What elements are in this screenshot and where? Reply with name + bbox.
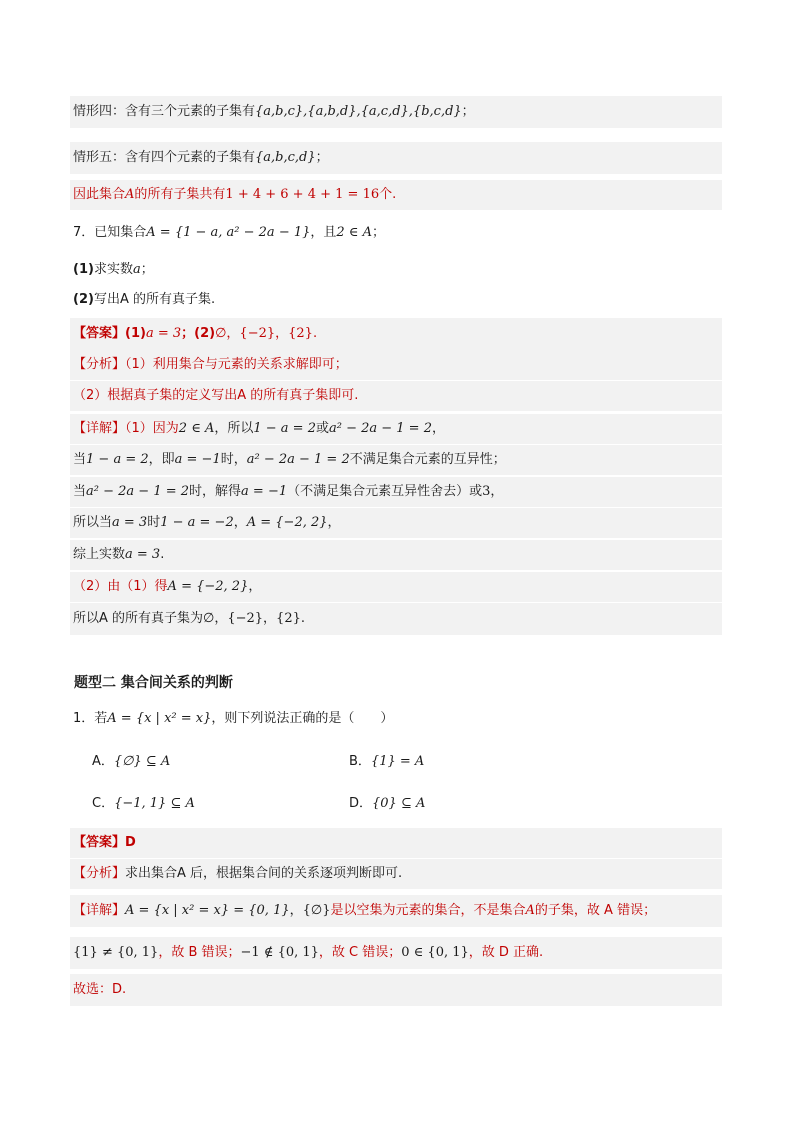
- q7-analysis-text-2: （2）根据真子集的定义写出A 的所有真子集即可.: [73, 388, 359, 403]
- q1-d2-m2: −1 ∉ {0, 1}: [240, 945, 319, 960]
- case-four-math: {a,b,c},{a,b,d},{a,c,d},{b,c,d}: [255, 104, 462, 119]
- q7-d4-mid: 时: [147, 515, 161, 530]
- q7-d1-m1: 2 ∈ A: [178, 421, 215, 436]
- answer-tag: 【答案】: [73, 326, 126, 341]
- question-1-stem: [70, 704, 722, 734]
- option-d[interactable]: [349, 792, 425, 816]
- case-four-end: ；: [461, 104, 475, 119]
- case-five-math: {a,b,c,d}: [255, 150, 316, 165]
- q7-answer-p2: (2): [194, 326, 216, 341]
- question-7-part-2: [70, 286, 722, 314]
- q7-d1-pre: （1）因为: [125, 421, 179, 436]
- q7-d3-mid: 时，解得: [189, 484, 242, 499]
- q7-stem-end: ；: [371, 225, 385, 240]
- option-a-letter: A．: [92, 754, 114, 769]
- q7-d7-m: ∅，{−2}，{2}: [203, 611, 301, 626]
- option-b-math: {1} = A: [370, 754, 425, 769]
- q7-analysis-text-1: （1）利用集合与元素的关系求解即可；: [125, 357, 348, 372]
- q7-part1-end: ；: [140, 262, 154, 277]
- q7-d7-end: .: [300, 611, 306, 626]
- q1-stem-end: ，则下列说法正确的是（ ）: [211, 711, 394, 726]
- q7-detail-line-7: [70, 603, 722, 635]
- section-heading: 题型二 集合间关系的判断: [74, 675, 233, 691]
- detail-tag: 【详解】: [73, 421, 126, 436]
- q7-d2-pre: 当: [73, 452, 87, 467]
- q7-d4-end: ，: [327, 515, 341, 530]
- q7-answer-sep: ；: [181, 326, 195, 341]
- q7-d7-pre: 所以A 的所有真子集为: [73, 611, 204, 626]
- q7-detail-line-1: [70, 414, 722, 444]
- option-b-letter: B．: [349, 754, 371, 769]
- q7-d3-pre: 当: [73, 484, 87, 499]
- q7-answer-p1: (1): [125, 326, 146, 341]
- q7-analysis-line-1: [70, 350, 722, 380]
- total-subsets-line: [70, 180, 722, 210]
- q1-d1-var: A: [525, 903, 535, 918]
- q1-d1-m2: {∅}: [302, 903, 331, 918]
- q7-answer-p1-math: a = 3: [145, 326, 182, 341]
- q7-d4-m2: 1 − a = −2: [160, 515, 234, 530]
- q7-d3-end: ，: [490, 484, 504, 499]
- q7-stem-mid: ，且: [310, 225, 337, 240]
- q7-stem-pre: 7．已知集合: [73, 225, 147, 240]
- total-mid: 的所有子集共有: [134, 187, 226, 202]
- q7-d3-m1: a² − 2a − 1 = 2: [86, 484, 190, 499]
- q7-d4-sep: ，: [233, 515, 247, 530]
- q7-d2-m2: a = −1: [174, 452, 221, 467]
- q1-analysis-line: [70, 859, 722, 889]
- q1-detail-line-3: [70, 974, 722, 1006]
- q7-d6-end: ，: [248, 579, 262, 594]
- total-pre: 因此集合: [73, 187, 126, 202]
- q1-d2-m1: {1} ≠ {0, 1}: [73, 945, 159, 960]
- q1-stem-math: A = {x | x² = x}: [107, 711, 212, 726]
- q7-part1-var: a: [132, 262, 141, 277]
- q7-detail-line-3: [70, 477, 722, 507]
- q1-d2-t3: ，故 D 正确.: [468, 945, 544, 960]
- q1-stem-pre: 1．若: [73, 711, 108, 726]
- q1-d1-sep: ，: [289, 903, 303, 918]
- q7-stem-math: A = {1 − a, a² − 2a − 1}: [146, 225, 311, 240]
- option-a[interactable]: [92, 750, 170, 774]
- q7-d4-m1: a = 3: [112, 515, 148, 530]
- q7-d1-m2: 1 − a = 2: [253, 421, 316, 436]
- q7-d3-mid2: （不满足集合元素互异性舍去）或: [287, 484, 483, 499]
- case-four-line: [70, 96, 722, 128]
- q7-d2-m1: 1 − a = 2: [86, 452, 149, 467]
- q7-stem-math2: 2 ∈ A: [336, 225, 372, 240]
- q7-d6-m: A = {−2, 2}: [167, 579, 249, 594]
- total-set: A: [125, 187, 135, 202]
- q7-d6-pre: （2）由（1）得: [73, 579, 168, 594]
- q7-d1-end: ，: [431, 421, 445, 436]
- q1-d3-text: 故选：D.: [73, 982, 127, 997]
- q1-answer-line: [70, 828, 722, 858]
- q7-d5-pre: 综上实数: [73, 547, 126, 562]
- q7-part1-text: 求实数: [93, 262, 133, 277]
- option-d-math: {0} ⊆ A: [372, 796, 426, 811]
- q7-detail-line-4: [70, 508, 722, 538]
- q1-d1-end: 的子集，故 A 错误；: [534, 903, 657, 918]
- q1-d2-t1: ，故 B 错误；: [158, 945, 241, 960]
- q1-analysis-tag: 【分析】: [73, 866, 126, 881]
- q7-detail-line-6: [70, 572, 722, 602]
- q1-detail-line-1: [70, 895, 722, 927]
- q7-d1-or: 或: [315, 421, 329, 436]
- q7-detail-line-5: [70, 540, 722, 570]
- option-b[interactable]: [349, 750, 424, 774]
- q7-part2-num: (2): [73, 292, 94, 307]
- question-7-part-1: [70, 256, 722, 284]
- option-c-letter: C．: [92, 796, 115, 811]
- case-five-label: 情形五：含有四个元素的子集有: [73, 150, 256, 165]
- analysis-tag: 【分析】: [73, 357, 126, 372]
- total-end: 个.: [379, 187, 397, 202]
- q7-analysis-line-2: [70, 381, 722, 411]
- q7-part1-num: (1): [73, 262, 94, 277]
- q1-analysis-text: 求出集合A 后，根据集合间的关系逐项判断即可.: [125, 866, 403, 881]
- q1-d1-m1: A = {x | x² = x} = {0, 1}: [125, 903, 290, 918]
- q7-d3-m2: a = −1: [241, 484, 288, 499]
- case-five-end: ；: [315, 150, 329, 165]
- total-expr: 1 + 4 + 6 + 4 + 1 = 16: [225, 187, 380, 202]
- q7-d5-m: a = 3: [125, 547, 161, 562]
- q1-d2-t2: ，故 C 错误；: [318, 945, 402, 960]
- option-c-math: {−1, 1} ⊆ A: [114, 796, 195, 811]
- q1-detail-tag: 【详解】: [73, 903, 126, 918]
- q7-answer-p2-math: ∅，{−2}，{2}: [215, 326, 313, 341]
- q7-d5-end: .: [160, 547, 165, 562]
- q1-d1-text: 是以空集为元素的集合，不是集合: [330, 903, 526, 918]
- q7-d4-m3: A = {−2, 2}: [246, 515, 328, 530]
- q7-d2-m3: a² − 2a − 1 = 2: [246, 452, 350, 467]
- q7-answer-end: .: [312, 326, 318, 341]
- q1-answer-value: D: [125, 835, 136, 850]
- option-a-math: {∅} ⊆ A: [113, 754, 171, 769]
- q7-d1-m3: a² − 2a − 1 = 2: [328, 421, 432, 436]
- q1-d2-m3: 0 ∈ {0, 1}: [401, 945, 469, 960]
- q7-part2-text: 写出A 的所有真子集.: [93, 292, 216, 307]
- q7-answer-line: [70, 318, 722, 350]
- q7-d4-pre: 所以当: [73, 515, 113, 530]
- option-d-letter: D．: [349, 796, 373, 811]
- q7-d2-mid: ，即: [148, 452, 175, 467]
- case-four-label: 情形四：含有三个元素的子集有: [73, 104, 256, 119]
- q7-detail-line-2: [70, 445, 722, 475]
- q7-d2-end: 不满足集合元素的互异性；: [349, 452, 506, 467]
- q7-d2-mid2: 时，: [220, 452, 247, 467]
- question-7-stem: [70, 218, 722, 248]
- q1-answer-tag: 【答案】: [73, 835, 126, 850]
- q7-d3-m3: 3: [482, 484, 491, 499]
- case-five-line: [70, 142, 722, 174]
- q7-d1-mid: ，所以: [214, 421, 254, 436]
- option-c[interactable]: [92, 792, 195, 816]
- q1-detail-line-2: [70, 937, 722, 969]
